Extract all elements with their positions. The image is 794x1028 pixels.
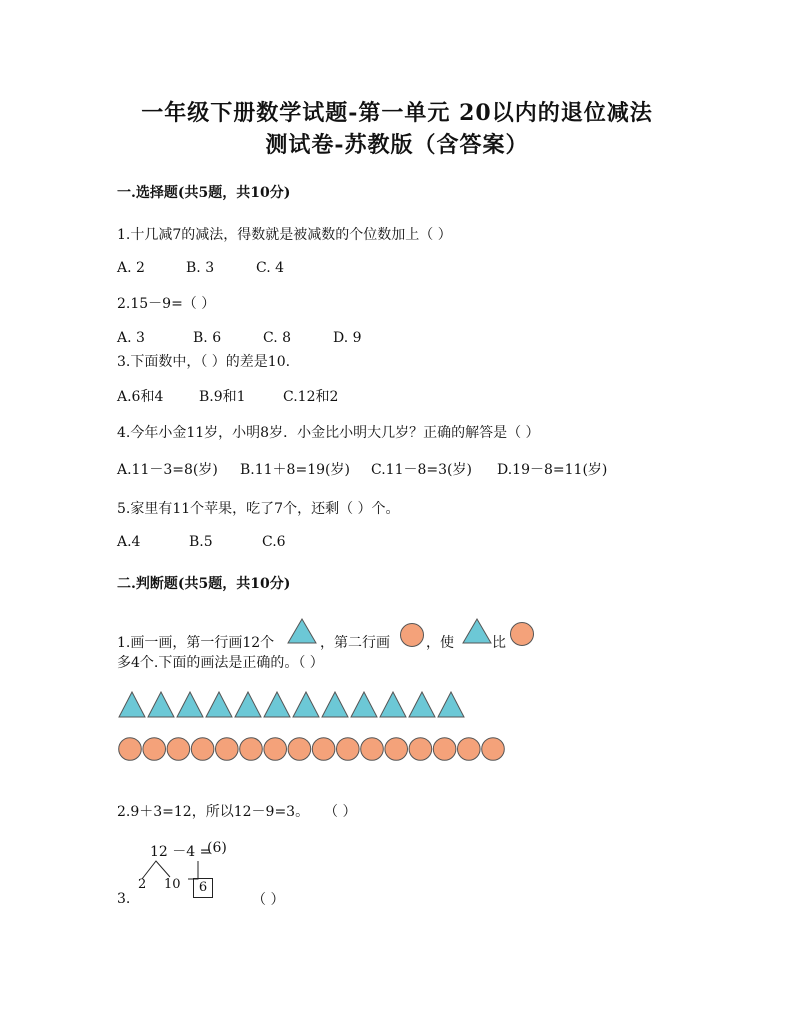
question-1: 1.十几减7的减法，得数就是被减数的个位数加上（ ） — [117, 227, 452, 243]
judge-q1-part2: ，第二行画 — [320, 635, 390, 651]
triangle-icon — [462, 618, 492, 644]
answer-box: 6 — [193, 878, 213, 898]
judge-q1-part3: ，使 — [426, 635, 454, 651]
q4-option-b: B.11＋8=19(岁) — [240, 462, 350, 478]
triangle-shape — [148, 692, 174, 717]
circle-shape — [143, 738, 166, 761]
q2-option-b: B. 6 — [193, 330, 222, 346]
circle-shape — [288, 738, 311, 761]
triangle-shape — [119, 692, 145, 717]
circle-shape — [216, 738, 239, 761]
judge-q3-equation: 12 －4 = — [150, 844, 212, 860]
q5-option-c: C.6 — [262, 534, 286, 550]
question-4: 4.今年小金11岁，小明8岁．小金比小明大几岁？正确的解答是（ ） — [117, 425, 540, 441]
circle-shape — [409, 738, 432, 761]
circle-shape — [119, 738, 142, 761]
circle-shape — [385, 738, 408, 761]
triangle-shape — [438, 692, 464, 717]
circle-shape — [482, 738, 505, 761]
circle-shape — [312, 738, 335, 761]
circle-shape — [191, 738, 214, 761]
circle-shape — [337, 738, 360, 761]
circle-shape — [361, 738, 384, 761]
judge-q1-part4: 比 — [492, 635, 506, 651]
q2-option-a: A. 3 — [117, 330, 145, 346]
triangle-shape — [177, 692, 203, 717]
q1-option-c: C. 4 — [256, 260, 285, 276]
section2-heading: 二.判断题(共5题，共10分) — [117, 576, 291, 592]
triangle-row — [118, 690, 478, 720]
split-right: 10 — [164, 877, 181, 892]
judge-q2: 2.9＋3=12，所以12－9=3。 — [117, 804, 310, 820]
circle-row — [118, 735, 518, 765]
q3-option-a: A.6和4 — [117, 389, 164, 405]
triangle-icon — [287, 618, 317, 644]
judge-q1-part1: 1.画一画，第一行画12个 — [117, 635, 275, 651]
q3-option-c: C.12和2 — [283, 389, 339, 405]
circle-shape — [264, 738, 287, 761]
q4-option-a: A.11－3=8(岁) — [117, 462, 218, 478]
circle-shape — [240, 738, 263, 761]
triangle-shape — [322, 692, 348, 717]
title-line1: 一年级下册数学试题-第一单元 20以内的退位减法 — [141, 100, 653, 126]
title-line2: 测试卷-苏教版（含答案） — [265, 132, 529, 158]
judge-q2-blank: （ ） — [324, 804, 357, 820]
q5-option-b: B.5 — [189, 534, 213, 550]
q4-option-d: D.19－8=11(岁) — [497, 462, 608, 478]
question-2: 2.15－9=（ ） — [117, 296, 216, 312]
q2-option-d: D. 9 — [333, 330, 362, 346]
q5-option-a: A.4 — [117, 534, 141, 550]
triangle-shape — [235, 692, 261, 717]
triangle-shape — [351, 692, 377, 717]
triangle-shape — [409, 692, 435, 717]
q3-option-b: B.9和1 — [199, 389, 246, 405]
split-left: 2 — [138, 877, 147, 892]
circle-icon — [509, 621, 535, 647]
question-3: 3.下面数中，（ ）的差是10. — [117, 354, 291, 370]
triangle-shape — [380, 692, 406, 717]
section1-heading: 一.选择题(共5题，共10分) — [117, 185, 291, 201]
question-5: 5.家里有11个苹果，吃了7个，还剩（ ）个。 — [117, 501, 400, 517]
q4-option-c: C.11－8=3(岁) — [371, 462, 472, 478]
q1-option-b: B. 3 — [186, 260, 215, 276]
triangle-shape — [206, 692, 232, 717]
judge-q1-line2: 多4个.下面的画法是正确的。（ ） — [117, 655, 324, 671]
circle-shape — [167, 738, 190, 761]
triangle-shape — [293, 692, 319, 717]
triangle-shape — [264, 692, 290, 717]
circle-shape — [458, 738, 481, 761]
judge-q3-label: 3. — [117, 891, 131, 907]
circle-icon — [399, 622, 425, 648]
q1-option-a: A. 2 — [117, 260, 145, 276]
q2-option-c: C. 8 — [263, 330, 292, 346]
judge-q3-blank: （ ） — [252, 892, 285, 908]
judge-q3-answer: (6) — [207, 840, 227, 856]
circle-shape — [433, 738, 456, 761]
